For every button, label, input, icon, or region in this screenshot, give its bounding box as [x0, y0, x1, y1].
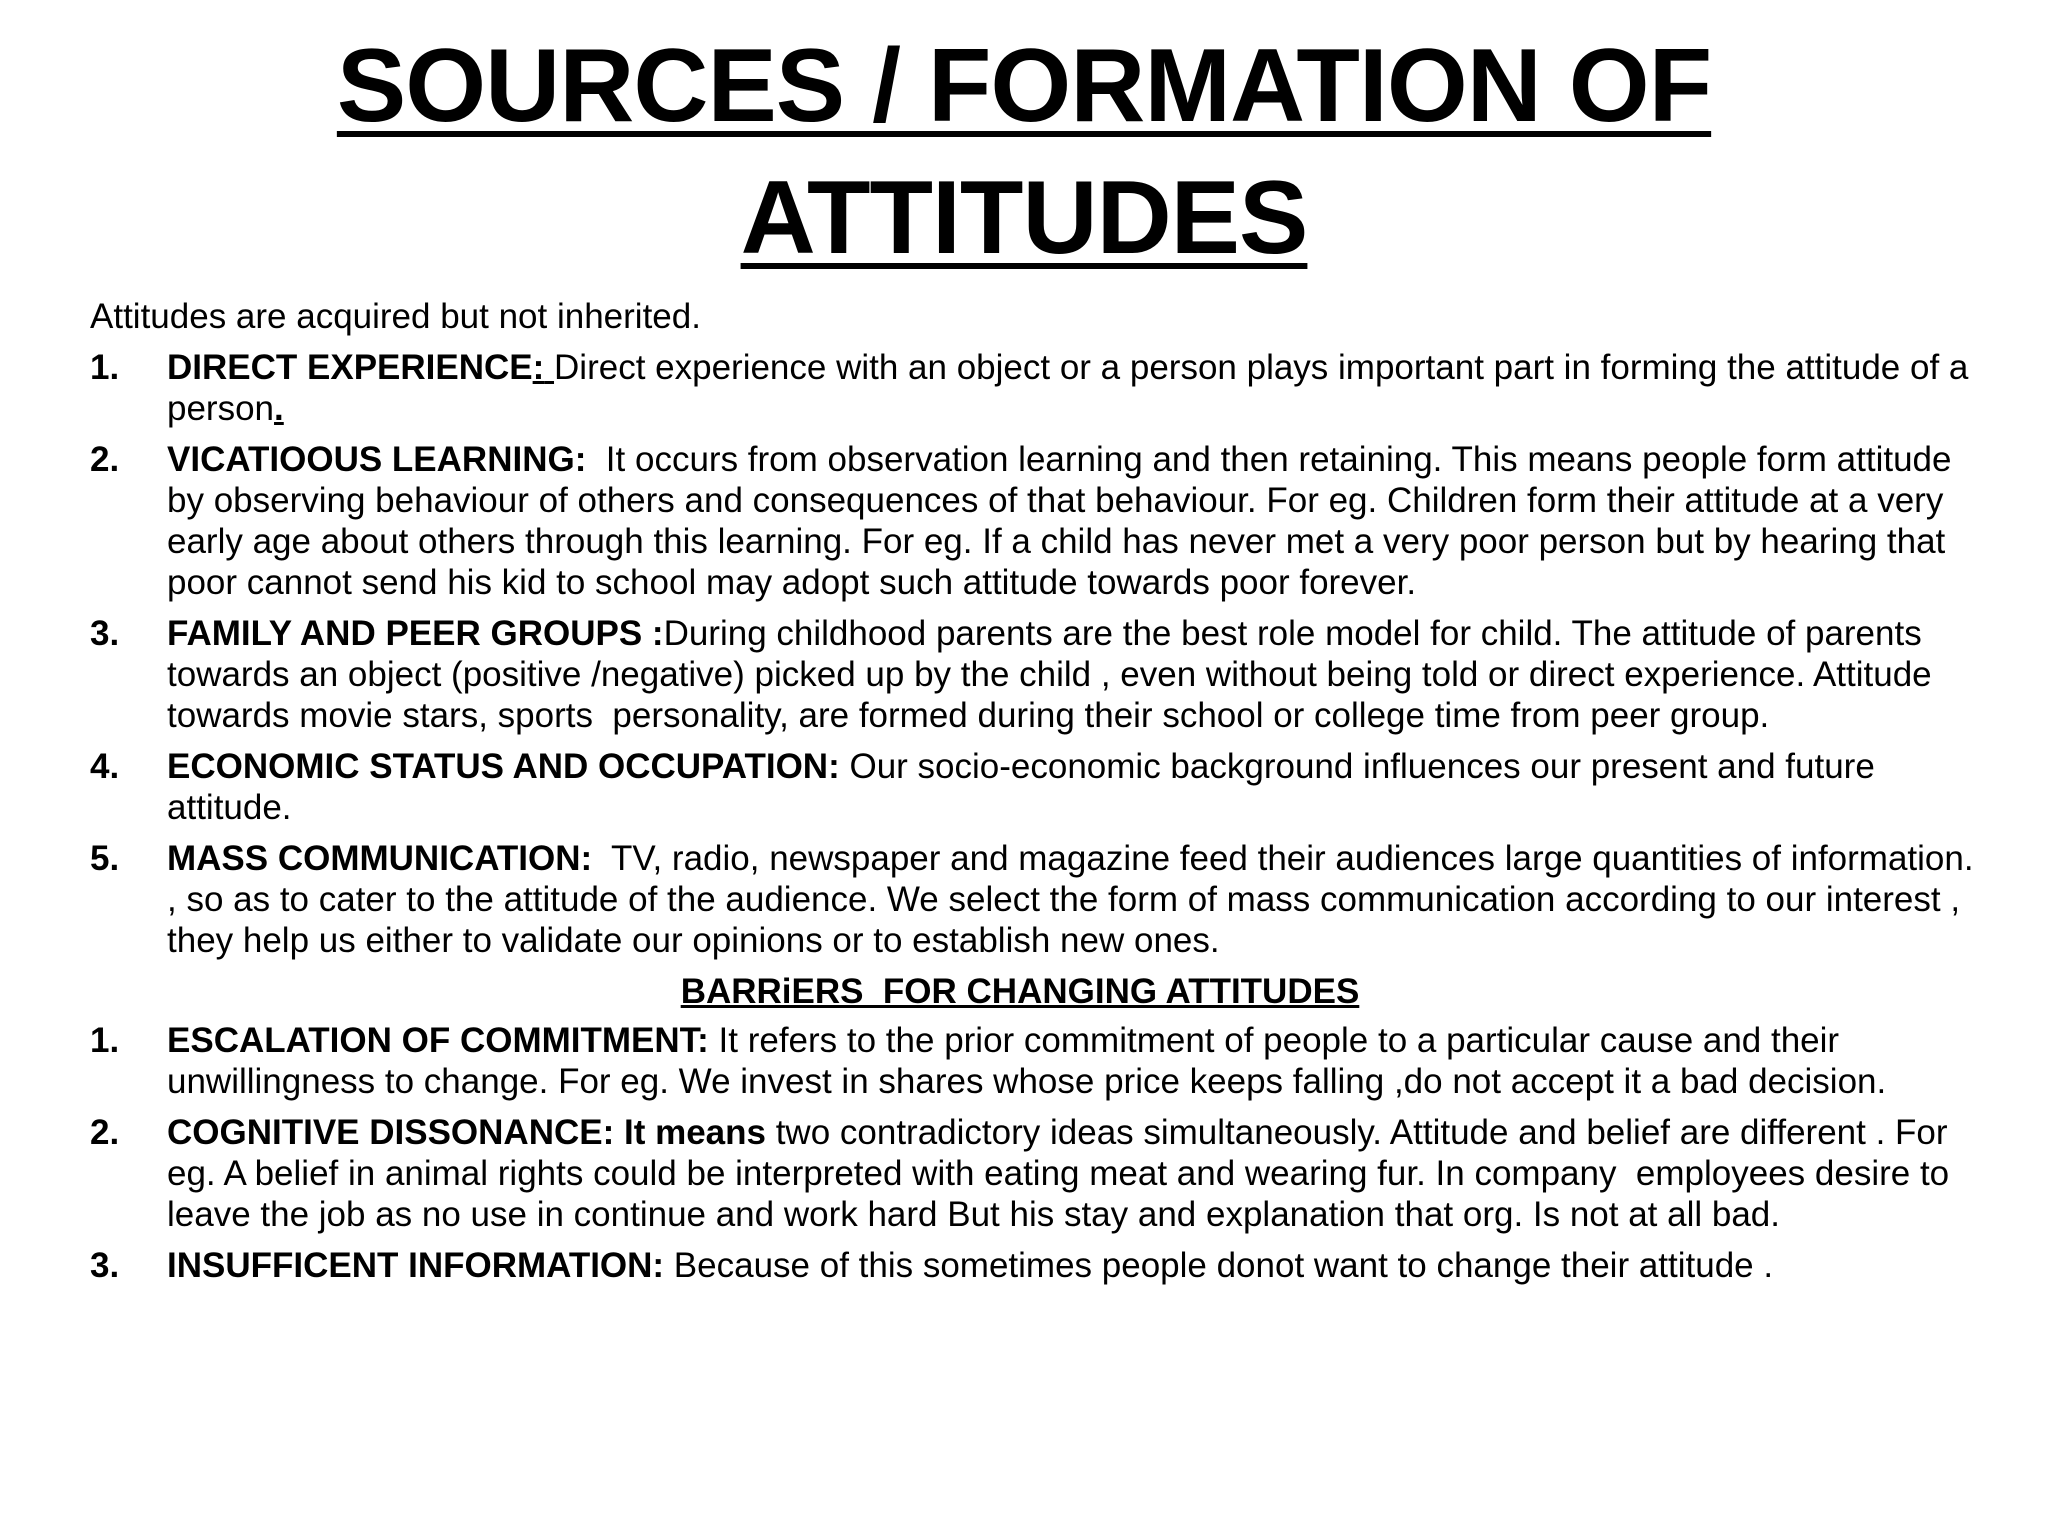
item-heading: VICATIOOUS LEARNING:: [167, 440, 587, 479]
list-item: [90, 439, 1990, 603]
list-item: [90, 613, 1990, 736]
item-text: two contradictory ideas simultaneously. Attitude and belief are different . For eg. A belief in animal rights could be interpreted with eating meat and wearing fur. In company employees desire to leave the job as no use in continue and work hard But his stay and explanation that org. Is not at all bad.: [167, 1113, 1959, 1234]
item-number: 1.: [90, 1021, 120, 1060]
item-text: During childhood parents are the best role model for child. The attitude of parents towards an object (positive /negative) picked up by the child , even without being told or direct experience. Attitude towards movie stars, sports personality, are formed during their school or college time from peer group.: [167, 614, 1952, 735]
item-text: It occurs from observation learning and then retaining. This means people form attitude by observing behaviour of others and consequences of that behaviour. For eg. Children form their attitude at a very early age about others through this learning. For eg. If a child has never met a very poor person but by hearing that poor cannot send his kid to school may adopt such attitude towards poor forever.: [167, 440, 1962, 602]
item-heading: ECONOMIC STATUS AND OCCUPATION:: [167, 747, 840, 786]
item-heading: ESCALATION OF COMMITMENT:: [167, 1021, 709, 1060]
item-text: Because of this sometimes people donot want to change their attitude .: [664, 1246, 1774, 1285]
item-heading-colon: :: [532, 348, 545, 387]
title-line-1: SOURCES / FORMATION OF: [336, 28, 1712, 144]
item-number: 2.: [90, 440, 120, 479]
item-text: It refers to the prior commitment of people to a particular cause and their unwillingness to change. For eg. We invest in shares whose price keeps falling ,do not accept it a bad decision.: [167, 1021, 1887, 1101]
item-number: 3.: [90, 1246, 120, 1285]
title-line-2: ATTITUDES: [740, 160, 1308, 276]
item-text: Our socio-economic background influences our present and future attitude.: [167, 747, 1875, 827]
item-text: TV, radio, newspaper and magazine feed their audiences large quantities of information. , so as to cater to the attitude of the audience. We select the form of mass communication according to our interest , they help us either to validate our opinions or to establish new ones.: [167, 839, 1984, 960]
barriers-list: [90, 1020, 1990, 1286]
intro-text: Attitudes are acquired but not inherited.: [90, 297, 701, 336]
item-number: 4.: [90, 747, 120, 786]
list-item: [90, 838, 1990, 961]
list-item: [90, 1020, 1990, 1102]
sources-list: [90, 347, 1990, 961]
barriers-heading: BARRiERS FOR CHANGING ATTITUDES: [680, 972, 1360, 1011]
item-text: Direct experience with an object or a person plays important part in forming the attitude of a person: [167, 348, 1969, 428]
item-heading: INSUFFICENT INFORMATION:: [167, 1246, 665, 1285]
item-end: .: [274, 389, 284, 428]
slide-body: [90, 296, 1990, 1296]
list-item: [90, 1245, 1990, 1286]
list-item: [90, 746, 1990, 828]
list-item: [90, 1112, 1990, 1235]
slide-title: [0, 20, 2048, 284]
item-heading: FAMILY AND PEER GROUPS :: [167, 614, 664, 653]
item-number: 2.: [90, 1113, 120, 1152]
item-number: 1.: [90, 348, 120, 387]
item-heading-space: [544, 348, 554, 387]
item-number: 3.: [90, 614, 120, 653]
item-heading: COGNITIVE DISSONANCE: It means: [167, 1113, 766, 1152]
item-heading: DIRECT EXPERIENCE: [167, 348, 533, 387]
item-heading: MASS COMMUNICATION:: [167, 839, 593, 878]
item-number: 5.: [90, 839, 120, 878]
list-item: [90, 347, 1990, 429]
